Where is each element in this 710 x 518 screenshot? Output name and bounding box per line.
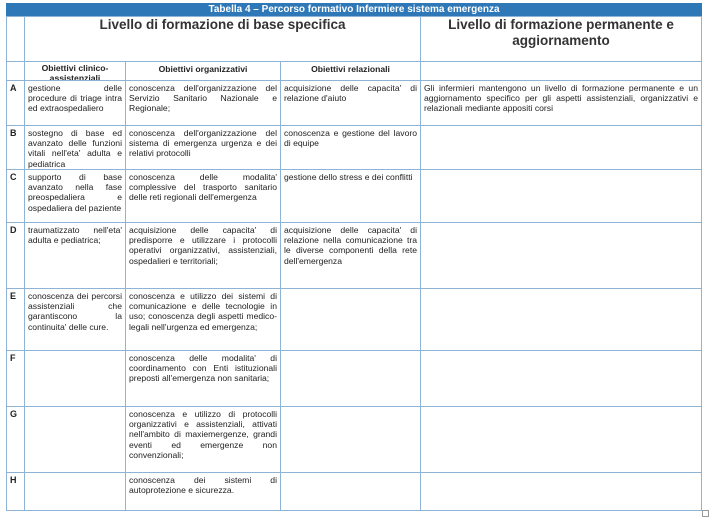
- table-cell-organizational: conoscenza delle modalita' di coordinamento con Enti istituzionali preposti all'emergenza non sanitaria;: [126, 351, 281, 407]
- table-cell-permanent: [421, 473, 702, 511]
- table-cell-letter: D: [6, 223, 25, 289]
- table-cell-permanent: [421, 289, 702, 351]
- table-cell-letter: G: [6, 407, 25, 473]
- table-cell-clinical: [25, 473, 126, 511]
- table-cell-permanent: [421, 126, 702, 170]
- col-head-organizational: Obiettivi organizzativi: [126, 62, 281, 81]
- table-title: Tabella 4 – Percorso formativo Infermiere sistema emergenza: [6, 3, 702, 16]
- table-cell-letter: E: [6, 289, 25, 351]
- table-cell-organizational: conoscenza dei sistemi di autoprotezione e sicurezza.: [126, 473, 281, 511]
- table-cell-relational: [281, 407, 421, 473]
- table-cell-organizational: conoscenza delle modalita' complessive del trasporto sanitario delle reti regionali dell'emergenza: [126, 170, 281, 223]
- col-head-letter: [6, 62, 25, 81]
- table-cell-relational: [281, 473, 421, 511]
- table-cell-relational: [281, 351, 421, 407]
- col-head-relational: Obiettivi relazionali: [281, 62, 421, 81]
- table-cell-relational: [281, 289, 421, 351]
- table-cell-permanent: Gli infermieri mantengono un livello di formazione permanente e un aggiornamento specifico per gli aspetti assistenziali, organizzativi e relazionali mediante appositi corsi: [421, 81, 702, 126]
- table-cell-letter: C: [6, 170, 25, 223]
- table-cell-relational: acquisizione delle capacita' di relazione nella comunicazione tra le diverse componenti della rete dell'emergenza: [281, 223, 421, 289]
- table-cell-letter: A: [6, 81, 25, 126]
- table-cell-organizational: conoscenza e utilizzo dei sistemi di comunicazione e delle tecnologie in uso; conoscenza degli aspetti medico-legali nell'urgenza ed emergenza;: [126, 289, 281, 351]
- table-cell-clinical: traumatizzato nell'eta' adulta e pediatrica;: [25, 223, 126, 289]
- table-cell-permanent: [421, 170, 702, 223]
- training-table: [6, 16, 702, 511]
- resize-handle-icon: [702, 510, 709, 517]
- table-cell-letter: B: [6, 126, 25, 170]
- header-permanent-level: Livello di formazione permanente e aggiornamento: [421, 16, 702, 62]
- col-head-permanent: [421, 62, 702, 81]
- header-corner: [6, 16, 25, 62]
- table-cell-clinical: supporto di base avanzato nella fase preospedaliera e ospedaliera del paziente: [25, 170, 126, 223]
- table-cell-organizational: conoscenza dell'organizzazione del sistema di emergenza urgenza e dei relativi protocolli: [126, 126, 281, 170]
- table-cell-organizational: acquisizione delle capacita' di predisporre e utilizzare i protocolli operativi organizzativi, assistenziali, ospedalieri e territoriali;: [126, 223, 281, 289]
- table-cell-permanent: [421, 351, 702, 407]
- table-cell-clinical: sostegno di base ed avanzato delle funzioni vitali nell'eta' adulta e pediatrica: [25, 126, 126, 170]
- table-cell-relational: gestione dello stress e dei conflitti: [281, 170, 421, 223]
- table-cell-permanent: [421, 407, 702, 473]
- table-cell-organizational: conoscenza e utilizzo di protocolli organizzativi e assistenziali, attivati nell'ambito di maxiemergenze, grandi eventi ed emergenze non convenzionali;: [126, 407, 281, 473]
- table-cell-clinical: [25, 351, 126, 407]
- table-cell-clinical: gestione delle procedure di triage intra ed extraospedaliero: [25, 81, 126, 126]
- table-cell-clinical: [25, 407, 126, 473]
- table-cell-organizational: conoscenza dell'organizzazione del Servizio Sanitario Nazionale e Regionale;: [126, 81, 281, 126]
- table-cell-relational: acquisizione delle capacita' di relazione d'aiuto: [281, 81, 421, 126]
- table-cell-permanent: [421, 223, 702, 289]
- table-cell-clinical: conoscenza dei percorsi assistenziali che garantiscono la continuita' delle cure.: [25, 289, 126, 351]
- header-base-level: Livello di formazione di base specifica: [25, 16, 421, 62]
- col-head-clinical: Obiettivi clinico-assistenziali: [25, 62, 126, 81]
- table-cell-letter: H: [6, 473, 25, 511]
- table-cell-relational: conoscenza e gestione del lavoro di equipe: [281, 126, 421, 170]
- table-cell-letter: F: [6, 351, 25, 407]
